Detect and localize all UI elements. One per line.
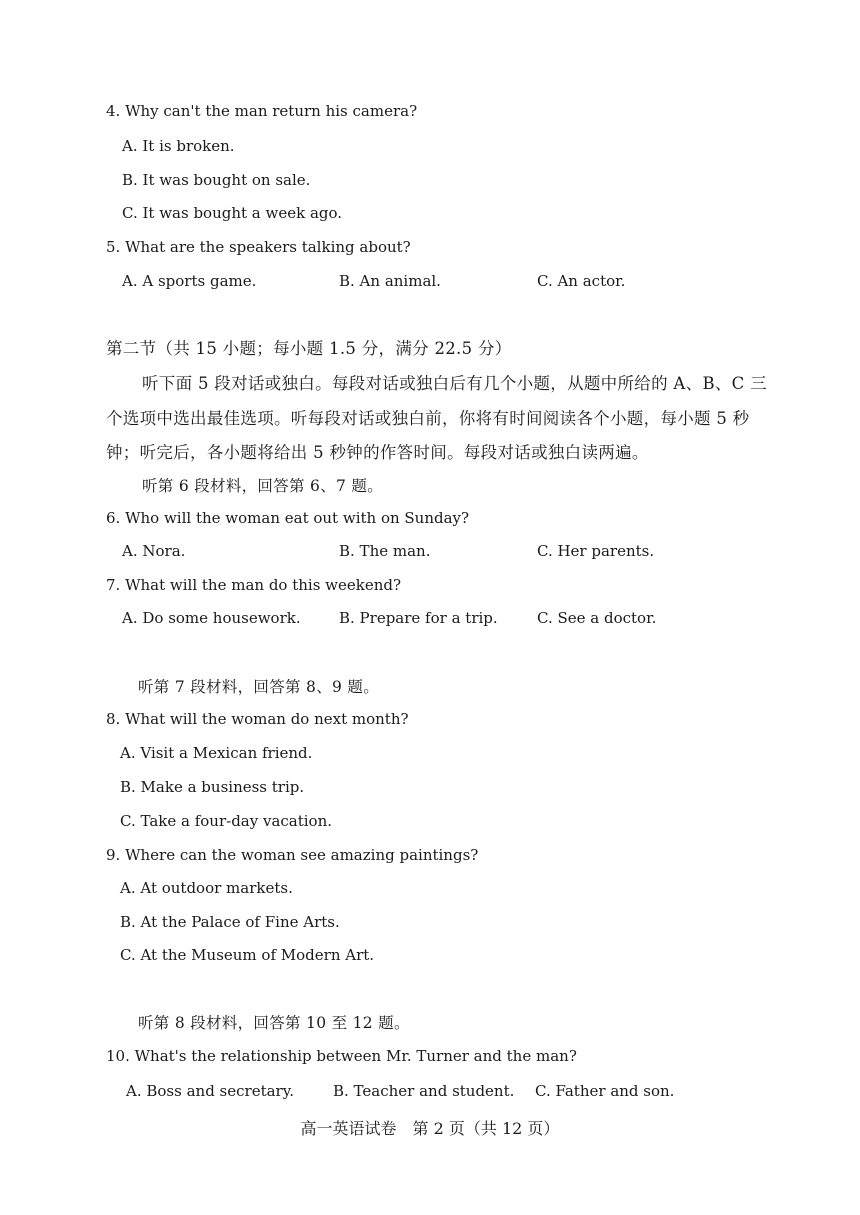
question-7-option-c: C. See a doctor. [537, 609, 657, 627]
section-instructions-line-2: 个选项中选出最佳选项。听每段对话或独白前，你将有时间阅读各个小题，每小题 5 秒 [106, 409, 750, 428]
question-8-option-a: A. Visit a Mexican friend. [120, 744, 313, 762]
question-10-option-b: B. Teacher and student. [333, 1082, 515, 1100]
question-9-stem: 9. Where can the woman see amazing paintings? [106, 846, 479, 864]
question-9-option-a: A. At outdoor markets. [120, 879, 293, 897]
question-4-option-b: B. It was bought on sale. [122, 171, 311, 189]
question-7-option-b: B. Prepare for a trip. [339, 609, 498, 627]
question-7-stem: 7. What will the man do this weekend? [106, 576, 402, 594]
question-10-option-a: A. Boss and secretary. [126, 1082, 294, 1100]
question-5-stem: 5. What are the speakers talking about? [106, 238, 411, 256]
question-5-option-a: A. A sports game. [122, 272, 257, 290]
question-9-option-b: B. At the Palace of Fine Arts. [120, 913, 340, 931]
material-8-label: 听第 8 段材料，回答第 10 至 12 题。 [138, 1014, 410, 1032]
question-7-option-a: A. Do some housework. [122, 609, 301, 627]
question-6-option-b: B. The man. [339, 542, 431, 560]
section-heading: 第二节（共 15 小题；每小题 1.5 分，满分 22.5 分） [106, 339, 512, 358]
section-instructions-line-1: 听下面 5 段对话或独白。每段对话或独白后有几个小题，从题中所给的 A、B、C 三 [142, 374, 767, 393]
question-6-option-a: A. Nora. [122, 542, 186, 560]
question-9-option-c: C. At the Museum of Modern Art. [120, 946, 375, 964]
question-4-option-a: A. It is broken. [122, 137, 235, 155]
question-10-option-c: C. Father and son. [535, 1082, 675, 1100]
question-4-option-c: C. It was bought a week ago. [122, 204, 343, 222]
page-footer: 高一英语试卷 第 2 页（共 12 页） [300, 1119, 560, 1138]
question-6-stem: 6. Who will the woman eat out with on Sunday? [106, 509, 470, 527]
question-8-option-b: B. Make a business trip. [120, 778, 305, 796]
material-7-label: 听第 7 段材料，回答第 8、9 题。 [138, 678, 379, 696]
question-6-option-c: C. Her parents. [537, 542, 655, 560]
question-4-stem: 4. Why can't the man return his camera? [106, 102, 418, 120]
question-10-stem: 10. What's the relationship between Mr. Turner and the man? [106, 1047, 577, 1065]
question-5-option-b: B. An animal. [339, 272, 441, 290]
material-6-label: 听第 6 段材料，回答第 6、7 题。 [142, 477, 383, 495]
question-8-option-c: C. Take a four-day vacation. [120, 812, 333, 830]
question-8-stem: 8. What will the woman do next month? [106, 710, 409, 728]
section-instructions-line-3: 钟；听完后，各小题将给出 5 秒钟的作答时间。每段对话或独白读两遍。 [106, 443, 649, 462]
question-5-option-c: C. An actor. [537, 272, 626, 290]
